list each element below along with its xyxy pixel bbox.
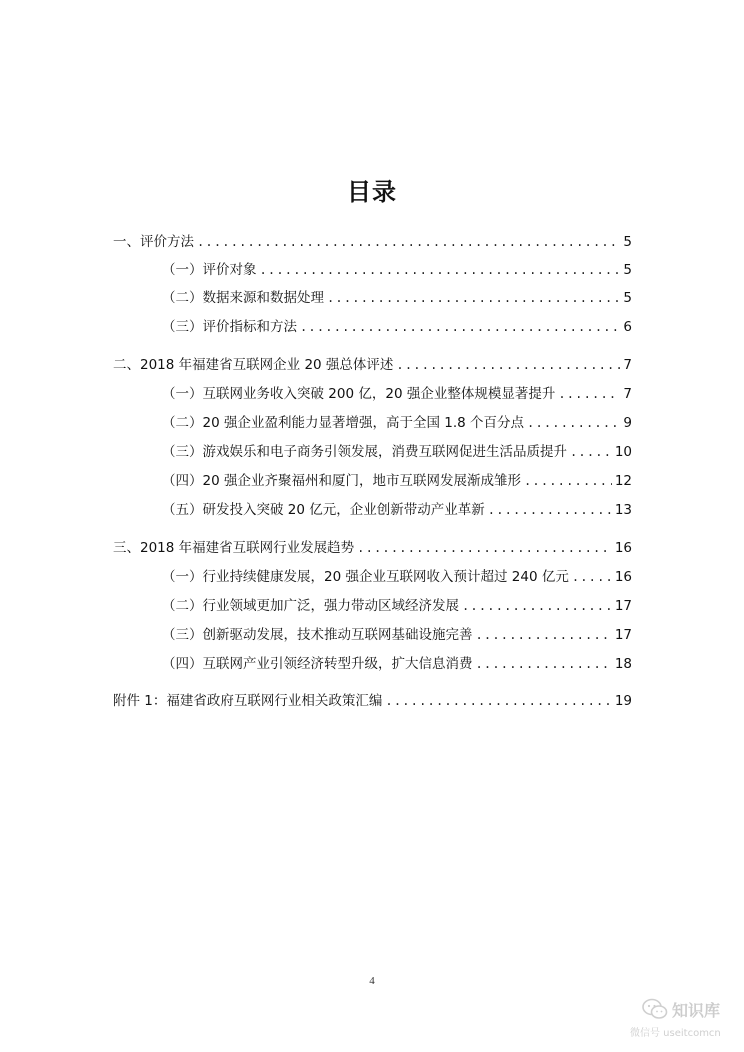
toc-entry-1-2[interactable] xyxy=(162,288,632,308)
dot-leader xyxy=(385,691,611,711)
toc-entry-page: 10 xyxy=(614,444,632,460)
toc-entry-label: （二）20 强企业盈利能力显著增强，高于全国 1.8 个百分点 xyxy=(162,415,525,431)
toc-entry-3-2[interactable] xyxy=(162,596,632,616)
wechat-icon xyxy=(642,998,668,1020)
watermark xyxy=(628,996,740,1048)
dot-leader xyxy=(476,654,612,674)
toc-entry-page: 5 xyxy=(623,262,632,278)
dot-leader xyxy=(357,538,612,558)
dot-leader xyxy=(327,288,620,308)
toc-entry-label: （三）游戏娱乐和电子商务引领发展，消费互联网促进生活品质提升 xyxy=(162,444,567,460)
toc-entry-1-3[interactable] xyxy=(162,317,632,337)
toc-entry-label: 一、评价方法 xyxy=(113,234,194,250)
dot-leader xyxy=(300,317,620,337)
toc-entry-3-1[interactable] xyxy=(162,567,632,587)
toc-entry-page: 16 xyxy=(614,569,632,585)
toc-entry-label: （三）评价指标和方法 xyxy=(162,319,297,335)
toc-entry-label: （五）研发投入突破 20 亿元，企业创新带动产业革新 xyxy=(162,502,485,518)
watermark-brand: 知识库 xyxy=(672,1001,721,1020)
toc-entry-2[interactable] xyxy=(113,355,632,375)
toc-entry-page: 13 xyxy=(614,502,632,518)
toc-entry-page: 12 xyxy=(614,473,632,489)
dot-leader xyxy=(476,625,612,645)
toc-entry-page: 7 xyxy=(623,386,632,402)
toc-entry-label: （一）行业持续健康发展，20 强企业互联网收入预计超过 240 亿元 xyxy=(162,569,569,585)
toc-entry-page: 5 xyxy=(623,290,632,306)
toc-entry-3[interactable] xyxy=(113,538,632,558)
toc-entry-page: 17 xyxy=(614,627,632,643)
toc-entry-label: 附件 1：福建省政府互联网行业相关政策汇编 xyxy=(113,693,383,709)
toc-entry-page: 17 xyxy=(614,598,632,614)
dot-leader xyxy=(396,355,620,375)
toc-entry-label: （四）20 强企业齐聚福州和厦门，地市互联网发展渐成雏形 xyxy=(162,473,521,489)
dot-leader xyxy=(462,596,612,616)
toc-entry-3-3[interactable] xyxy=(162,625,632,645)
toc-entry-page: 9 xyxy=(623,415,632,431)
toc-entry-appendix-1[interactable] xyxy=(113,691,632,711)
dot-leader xyxy=(527,413,620,433)
toc-entry-label: （三）创新驱动发展，技术推动互联网基础设施完善 xyxy=(162,627,473,643)
toc-entry-2-5[interactable] xyxy=(162,500,632,520)
toc-entry-2-1[interactable] xyxy=(162,384,632,404)
toc-entry-1[interactable] xyxy=(113,232,632,252)
toc-entry-label: （一）评价对象 xyxy=(162,262,257,278)
toc-entry-label: （四）互联网产业引领经济转型升级，扩大信息消费 xyxy=(162,656,473,672)
toc-entry-label: 三、2018 年福建省互联网行业发展趋势 xyxy=(113,540,355,556)
toc-entry-page: 19 xyxy=(614,693,632,709)
toc-entry-label: （一）互联网业务收入突破 200 亿，20 强企业整体规模显著提升 xyxy=(162,386,556,402)
page-number: 4 xyxy=(369,975,375,987)
dot-leader xyxy=(570,442,612,462)
toc-entry-2-2[interactable] xyxy=(162,413,632,433)
watermark-subtitle: 微信号 useitcomcn xyxy=(630,1028,721,1039)
toc-entry-2-3[interactable] xyxy=(162,442,632,462)
dot-leader xyxy=(488,500,612,520)
toc-entry-page: 16 xyxy=(614,540,632,556)
toc-entry-page: 7 xyxy=(623,357,632,373)
toc-entry-label: （二）数据来源和数据处理 xyxy=(162,290,324,306)
toc-entry-page: 18 xyxy=(614,656,632,672)
toc-entry-3-4[interactable] xyxy=(162,654,632,674)
dot-leader xyxy=(524,471,612,491)
toc-entry-1-1[interactable] xyxy=(162,260,632,280)
toc-entry-2-4[interactable] xyxy=(162,471,632,491)
toc-entry-page: 5 xyxy=(623,234,632,250)
dot-leader xyxy=(572,567,612,587)
dot-leader xyxy=(558,384,620,404)
dot-leader xyxy=(260,260,621,280)
toc-entry-label: 二、2018 年福建省互联网企业 20 强总体评述 xyxy=(113,357,394,373)
page-title: 目录 xyxy=(347,178,397,206)
toc-entry-label: （二）行业领域更加广泛，强力带动区域经济发展 xyxy=(162,598,459,614)
dot-leader xyxy=(197,232,620,252)
toc-entry-page: 6 xyxy=(623,319,632,335)
